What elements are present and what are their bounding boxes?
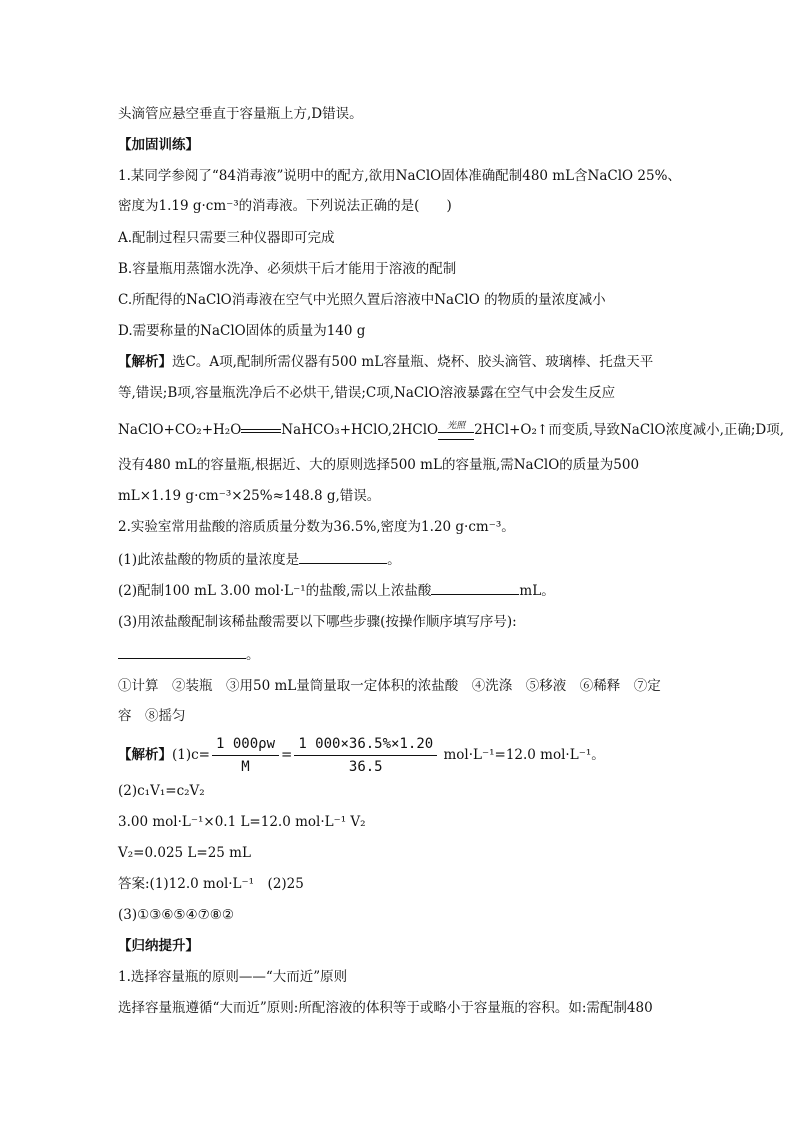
fraction-formula: $\frac{1 000\rho w}{M}$ (212, 735, 279, 776)
q2-sub1: (1)此浓盐酸的物质的量浓度是 。 (118, 549, 678, 570)
reaction-condition-arrow (438, 421, 474, 440)
q1-option-c: C.所配得的NaClO消毒液在空气中光照久置后溶液中NaClO 的物质的量浓度减小 (118, 292, 606, 308)
q2-sol2-line-1: (2)c₁V₁=c₂V₂ (118, 783, 205, 799)
q2-sub3: (3)用浓盐酸配制该稀盐酸需要以下哪些步骤(按操作顺序填写序号): (118, 614, 517, 630)
equation-tail: 2HCl+O₂↑而变质,导致NaClO浓度减小,正确;D项, (474, 422, 785, 438)
intro-line: 头滴管应悬空垂直于容量瓶上方,D错误。 (118, 106, 363, 122)
fraction-values: $\frac{1 000\times 36.5\%\times 1.20}{36.5}$ (294, 735, 437, 776)
reaction-condition: 光照 (447, 421, 466, 431)
q2-sub3-answer-line: 。 (118, 644, 678, 665)
q1-analysis-line-5: mL×1.19 g·cm⁻³×25%≈148.8 g,错误。 (118, 488, 381, 504)
q1-option-b: B.容量瓶用蒸馏水洗净、必须烘干后才能用于溶液的配制 (118, 261, 457, 277)
q1-analysis-line-4: 没有480 mL的容量瓶,根据近、大的原则选择500 mL的容量瓶,需NaClO的质量为500 (118, 457, 640, 473)
analysis-tag: 【解析】 (118, 354, 172, 370)
q2-sol2-line-2: 3.00 mol·L⁻¹×0.1 L=12.0 mol·L⁻¹ V₂ (118, 814, 366, 830)
q1-equation-line (118, 420, 785, 440)
answer-blank-2[interactable] (431, 580, 519, 595)
summary-rule-title: 1.选择容量瓶的原则——“大而近”原则 (118, 969, 348, 985)
q2-steps-line-2: 容 ⑧摇匀 (118, 708, 186, 724)
q1-analysis-line-1 (118, 352, 678, 372)
q2-analysis-formula: 【解析】(1)c= $\frac{1 000\rho w}{M}$ = $\frac{1 000\times 36.5\%\times 1.20}{36.5}$ mol·L⁻¹=12.0 mol·L⁻¹。 (118, 736, 605, 775)
section-heading-training: 【加固训练】 (118, 137, 199, 153)
q2-stem: 2.实验室常用盐酸的溶质质量分数为36.5%,密度为1.20 g·cm⁻³。 (118, 519, 515, 535)
q2-steps-line-1: ①计算 ②装瓶 ③用50 mL量筒量取一定体积的浓盐酸 ④洗涤 ⑤移液 ⑥稀释 ⑦定 (118, 678, 661, 694)
q2-answer-line-1: 答案:(1)12.0 mol·L⁻¹ (2)25 (118, 876, 304, 892)
summary-rule-text: 选择容量瓶遵循“大而近”原则:所配溶液的体积等于或略小于容量瓶的容积。如:需配制480 (118, 1000, 653, 1016)
equals-sign (241, 425, 281, 437)
answer-blank-3[interactable] (118, 644, 246, 659)
equation-reactants: NaClO+CO₂+H₂O (118, 422, 242, 438)
q1-option-d: D.需要称量的NaClO固体的质量为140 g (118, 323, 366, 339)
section-heading-summary: 【归纳提升】 (118, 938, 199, 954)
equation-products: NaHCO₃+HClO,2HClO (281, 422, 439, 438)
analysis-tag: 【解析】 (118, 747, 172, 763)
q1-stem-line-2: 密度为1.19 g·cm⁻³的消毒液。下列说法正确的是( ) (118, 198, 452, 214)
analysis-text: 选C。A项,配制所需仪器有500 mL容量瓶、烧杯、胶头滴管、玻璃棒、托盘天平 (172, 354, 654, 370)
q2-answer-line-2: (3)①③⑥⑤④⑦⑧② (118, 907, 234, 923)
q1-analysis-line-2: 等,错误;B项,容量瓶洗净后不必烘干,错误;C项,NaClO溶液暴露在空气中会发生反应 (118, 385, 616, 401)
q2-sub2: (2)配制100 mL 3.00 mol·L⁻¹的盐酸,需以上浓盐酸 mL。 (118, 580, 678, 601)
q1-stem-line-1: 1.某同学参阅了“84消毒液”说明中的配方,欲用NaClO固体准确配制480 mL含NaClO 25%、 (118, 168, 681, 184)
answer-blank-1[interactable] (299, 549, 387, 564)
q2-sol2-line-3: V₂=0.025 L=25 mL (118, 845, 251, 861)
q1-option-a: A.配制过程只需要三种仪器即可完成 (118, 230, 335, 246)
